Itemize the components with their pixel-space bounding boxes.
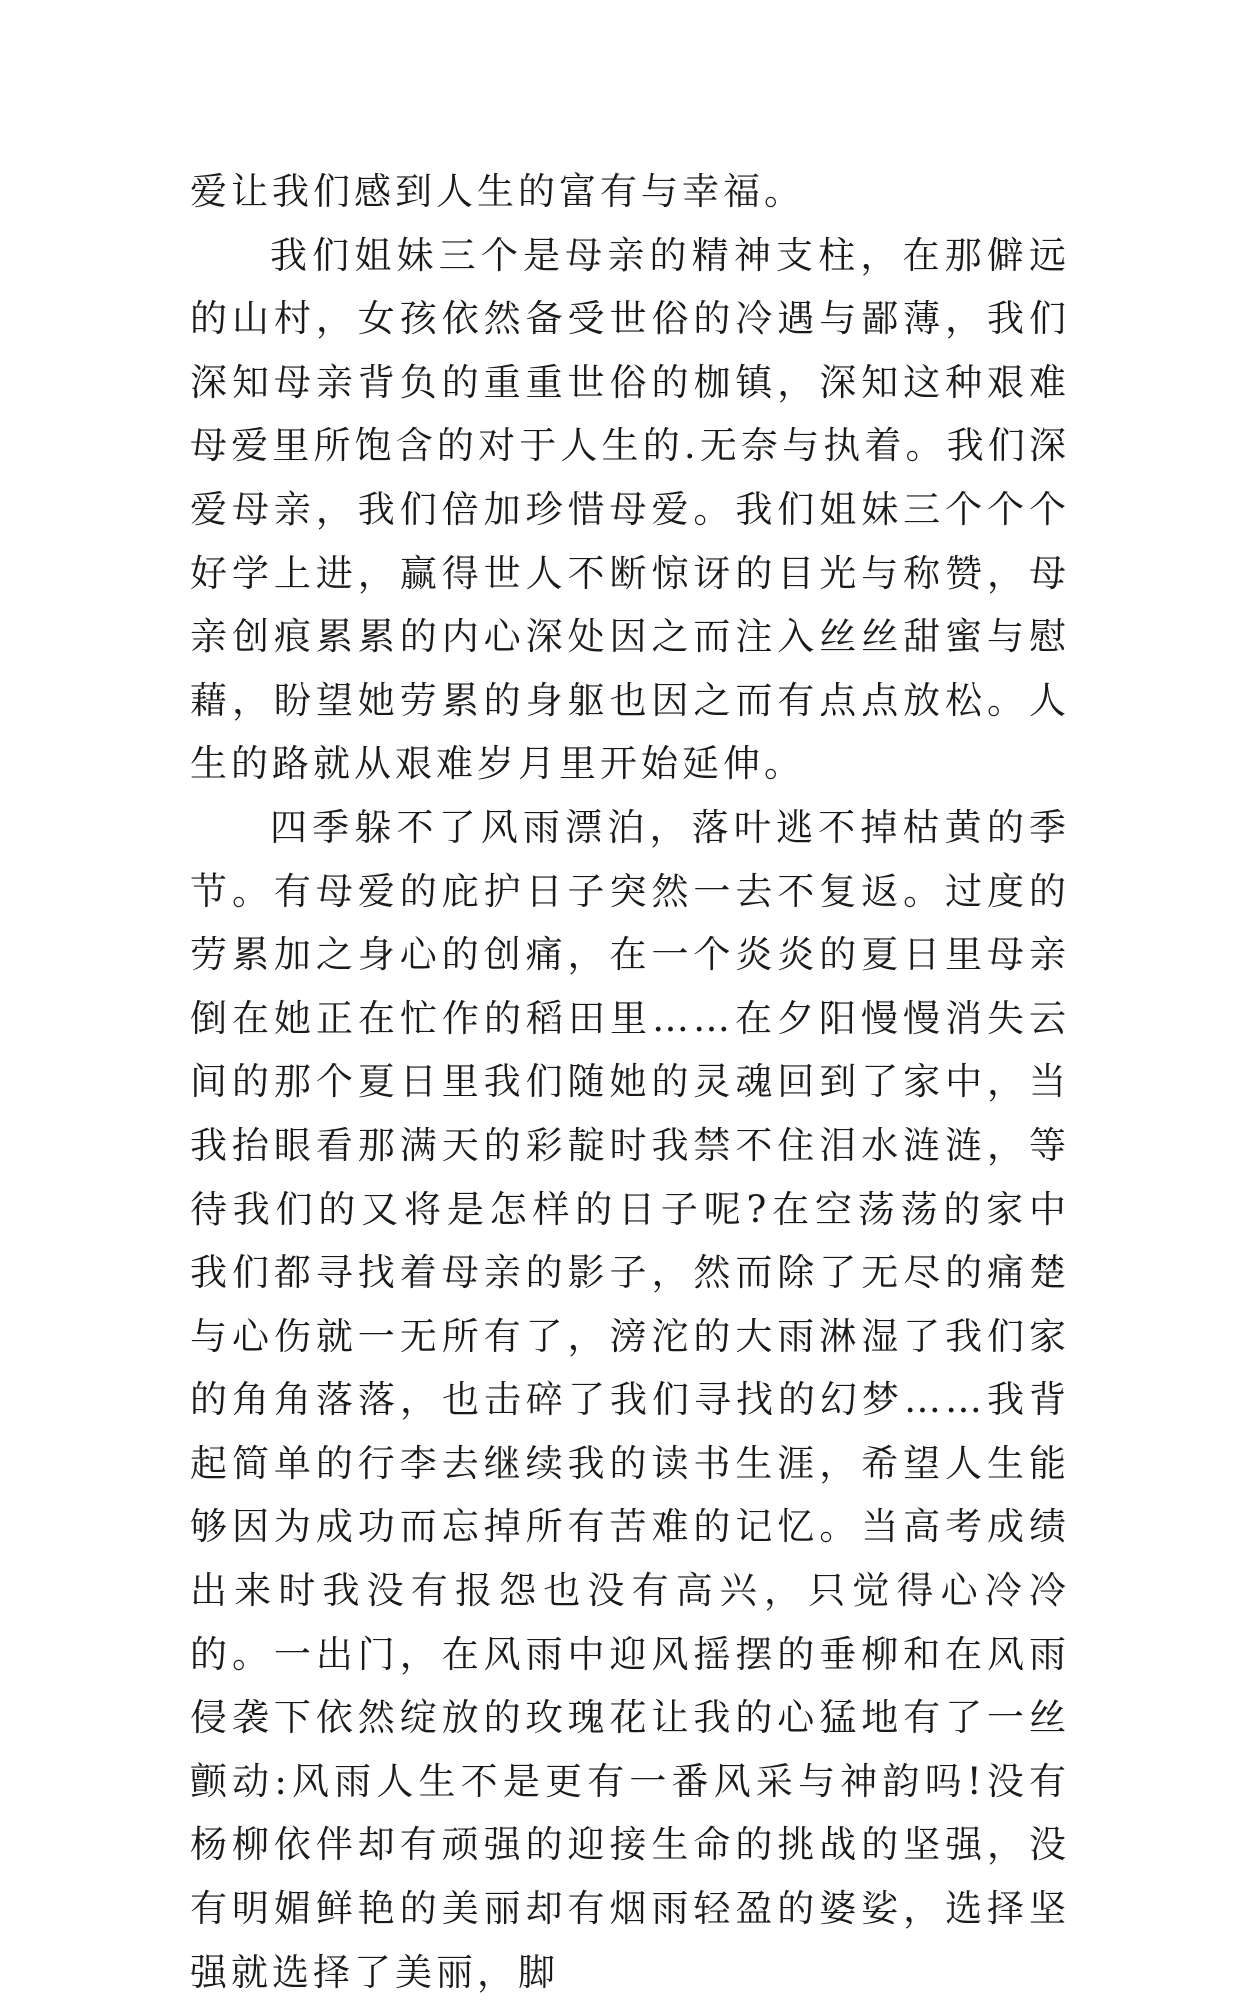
body-text	[190, 160, 1070, 2004]
paragraph-2: 我们姐妹三个是母亲的精神支柱，在那僻远的山村，女孩依然备受世俗的冷遇与鄙薄，我们深知母亲背负的重重世俗的枷镇，深知这种艰难母爱里所饱含的对于人生的.无奈与执着。我们深爱母亲，我们倍加珍惜母爱。我们姐妹三个个个好学上进，赢得世人不断惊讶的目光与称赞，母亲创痕累累的内心深处因之而注入丝丝甜蜜与慰藉，盼望她劳累的身躯也因之而有点点放松。人生的路就从艰难岁月里开始延伸。	[190, 233, 1070, 786]
paragraph-3: 四季躲不了风雨漂泊，落叶逃不掉枯黄的季节。有母爱的庇护日子突然一去不复返。过度的劳累加之身心的创痛，在一个炎炎的夏日里母亲倒在她正在忙作的稻田里……在夕阳慢慢消失云间的那个夏日里我们随她的灵魂回到了家中，当我抬眼看那满天的彩靛时我禁不住泪水涟涟，等待我们的又将是怎样的日子呢?在空荡荡的家中我们都寻找着母亲的影子，然而除了无尽的痛楚与心伤就一无所有了，滂沱的大雨淋湿了我们家的角角落落，也击碎了我们寻找的幻梦……我背起简单的行李去继续我的读书生涯，希望人生能够因为成功而忘掉所有苦难的记忆。当高考成绩出来时我没有报怨也没有高兴，只觉得心冷冷的。一出门，在风雨中迎风摇摆的垂柳和在风雨侵袭下依然绽放的玫瑰花让我的心猛地有了一丝颤动:风雨人生不是更有一番风采与神韵吗!没有杨柳依伴却有顽强的迎接生命的挑战的坚强，没有明媚鲜艳的美丽却有烟雨轻盈的婆娑，选择坚强就选择了美丽，脚	[190, 805, 1070, 1994]
paragraph-1: 爱让我们感到人生的富有与幸福。	[190, 170, 805, 213]
